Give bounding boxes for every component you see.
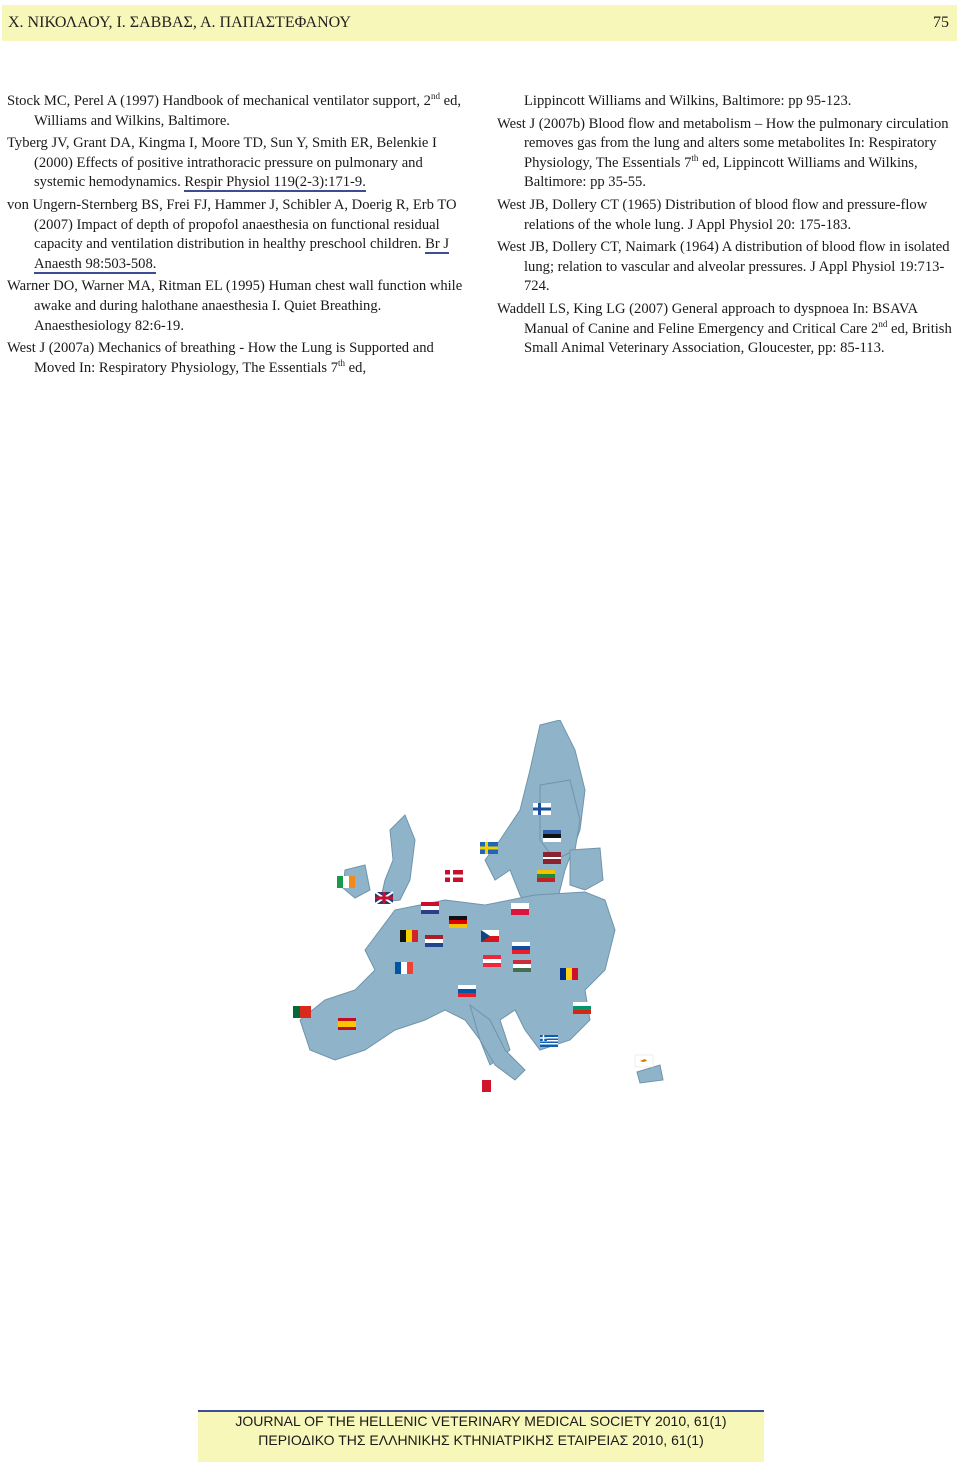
reference-item: West J (2007a) Mechanics of breathing - How the Lung is Supported and Moved In: Respiratory Physiology, The Essentials 7th ed, bbox=[7, 340, 434, 376]
reference-link[interactable]: Respir Physiol 119(2-3):171-9. bbox=[184, 174, 366, 191]
reference-item: von Ungern-Sternberg BS, Frei FJ, Hammer J, Schibler A, Doerig R, Erb TO (2007) Impact of depth of propofol anaesthesia on functional residual capacity and ventilation distribution in healthy preschool children. Br J Anaesth 98:503-508. bbox=[7, 196, 457, 272]
footer-line-english: JOURNAL OF THE HELLENIC VETERINARY MEDICAL SOCIETY 2010, 61(1) bbox=[235, 1413, 727, 1429]
references-right-column bbox=[497, 92, 953, 362]
reference-continuation: Lippincott Williams and Wilkins, Baltimore: pp 95-123. bbox=[524, 93, 852, 109]
footer-line-greek: ΠΕΡΙΟΔΙΚΟ ΤΗΣ ΕΛΛΗΝΙΚΗΣ ΚΤΗΝΙΑΤΡΙΚΗΣ ΕΤΑΙΡΕΙΑΣ 2010, 61(1) bbox=[258, 1432, 704, 1448]
reference-item: Tyberg JV, Grant DA, Kingma I, Moore TD, Sun Y, Smith ER, Belenkie I (2000) Effects of positive intrathoracic pressure on pulmonary and systemic hemodynamics. Respir Physiol 119(2-3):171-9. bbox=[7, 135, 437, 191]
reference-item: West JB, Dollery CT (1965) Distribution of blood flow and pressure-flow relations of the whole lung. J Appl Physiol 20: 175-183. bbox=[497, 196, 928, 233]
running-header bbox=[2, 5, 957, 41]
eu-flags-map-illustration bbox=[285, 720, 685, 1100]
reference-item: Waddell LS, King LG (2007) General approach to dyspnoea In: BSAVA Manual of Canine and Feline Emergency and Critical Care 2nd ed, British Small Animal Veterinary Association, Gloucester, pp: 85-113. bbox=[497, 300, 952, 357]
reference-item: West JB, Dollery CT, Naimark (1964) A distribution of blood flow in isolated lung; relation to vascular and alveolar pressures. J Appl Physiol 19:713-724. bbox=[497, 239, 950, 295]
reference-item: Stock MC, Perel A (1997) Handbook of mechanical ventilator support, 2nd ed, Williams and Wilkins, Baltimore. bbox=[7, 91, 462, 129]
reference-item: West J (2007b) Blood flow and metabolism – How the pulmonary circulation removes gas from the lung and alters some metabolites In: Respiratory Physiology, The Essentials 7th ed, Lippincott Williams and Wilkins, Baltimore: pp 35-55. bbox=[497, 115, 949, 191]
page-number: 75 bbox=[933, 14, 949, 31]
reference-item: Warner DO, Warner MA, Ritman EL (1995) Human chest wall function while awake and during halothane anaesthesia I. Quiet Breathing. Anaesthesiology 82:6-19. bbox=[7, 278, 463, 334]
header-authors: Χ. ΝΙΚΟΛΑΟΥ, Ι. ΣΑΒΒΑΣ, Α. ΠΑΠΑΣΤΕΦΑΝΟΥ bbox=[8, 14, 351, 31]
references-left-column bbox=[7, 92, 463, 381]
reference-link[interactable]: Br J Anaesth 98:503-508. bbox=[34, 236, 450, 272]
journal-footer bbox=[198, 1412, 764, 1450]
